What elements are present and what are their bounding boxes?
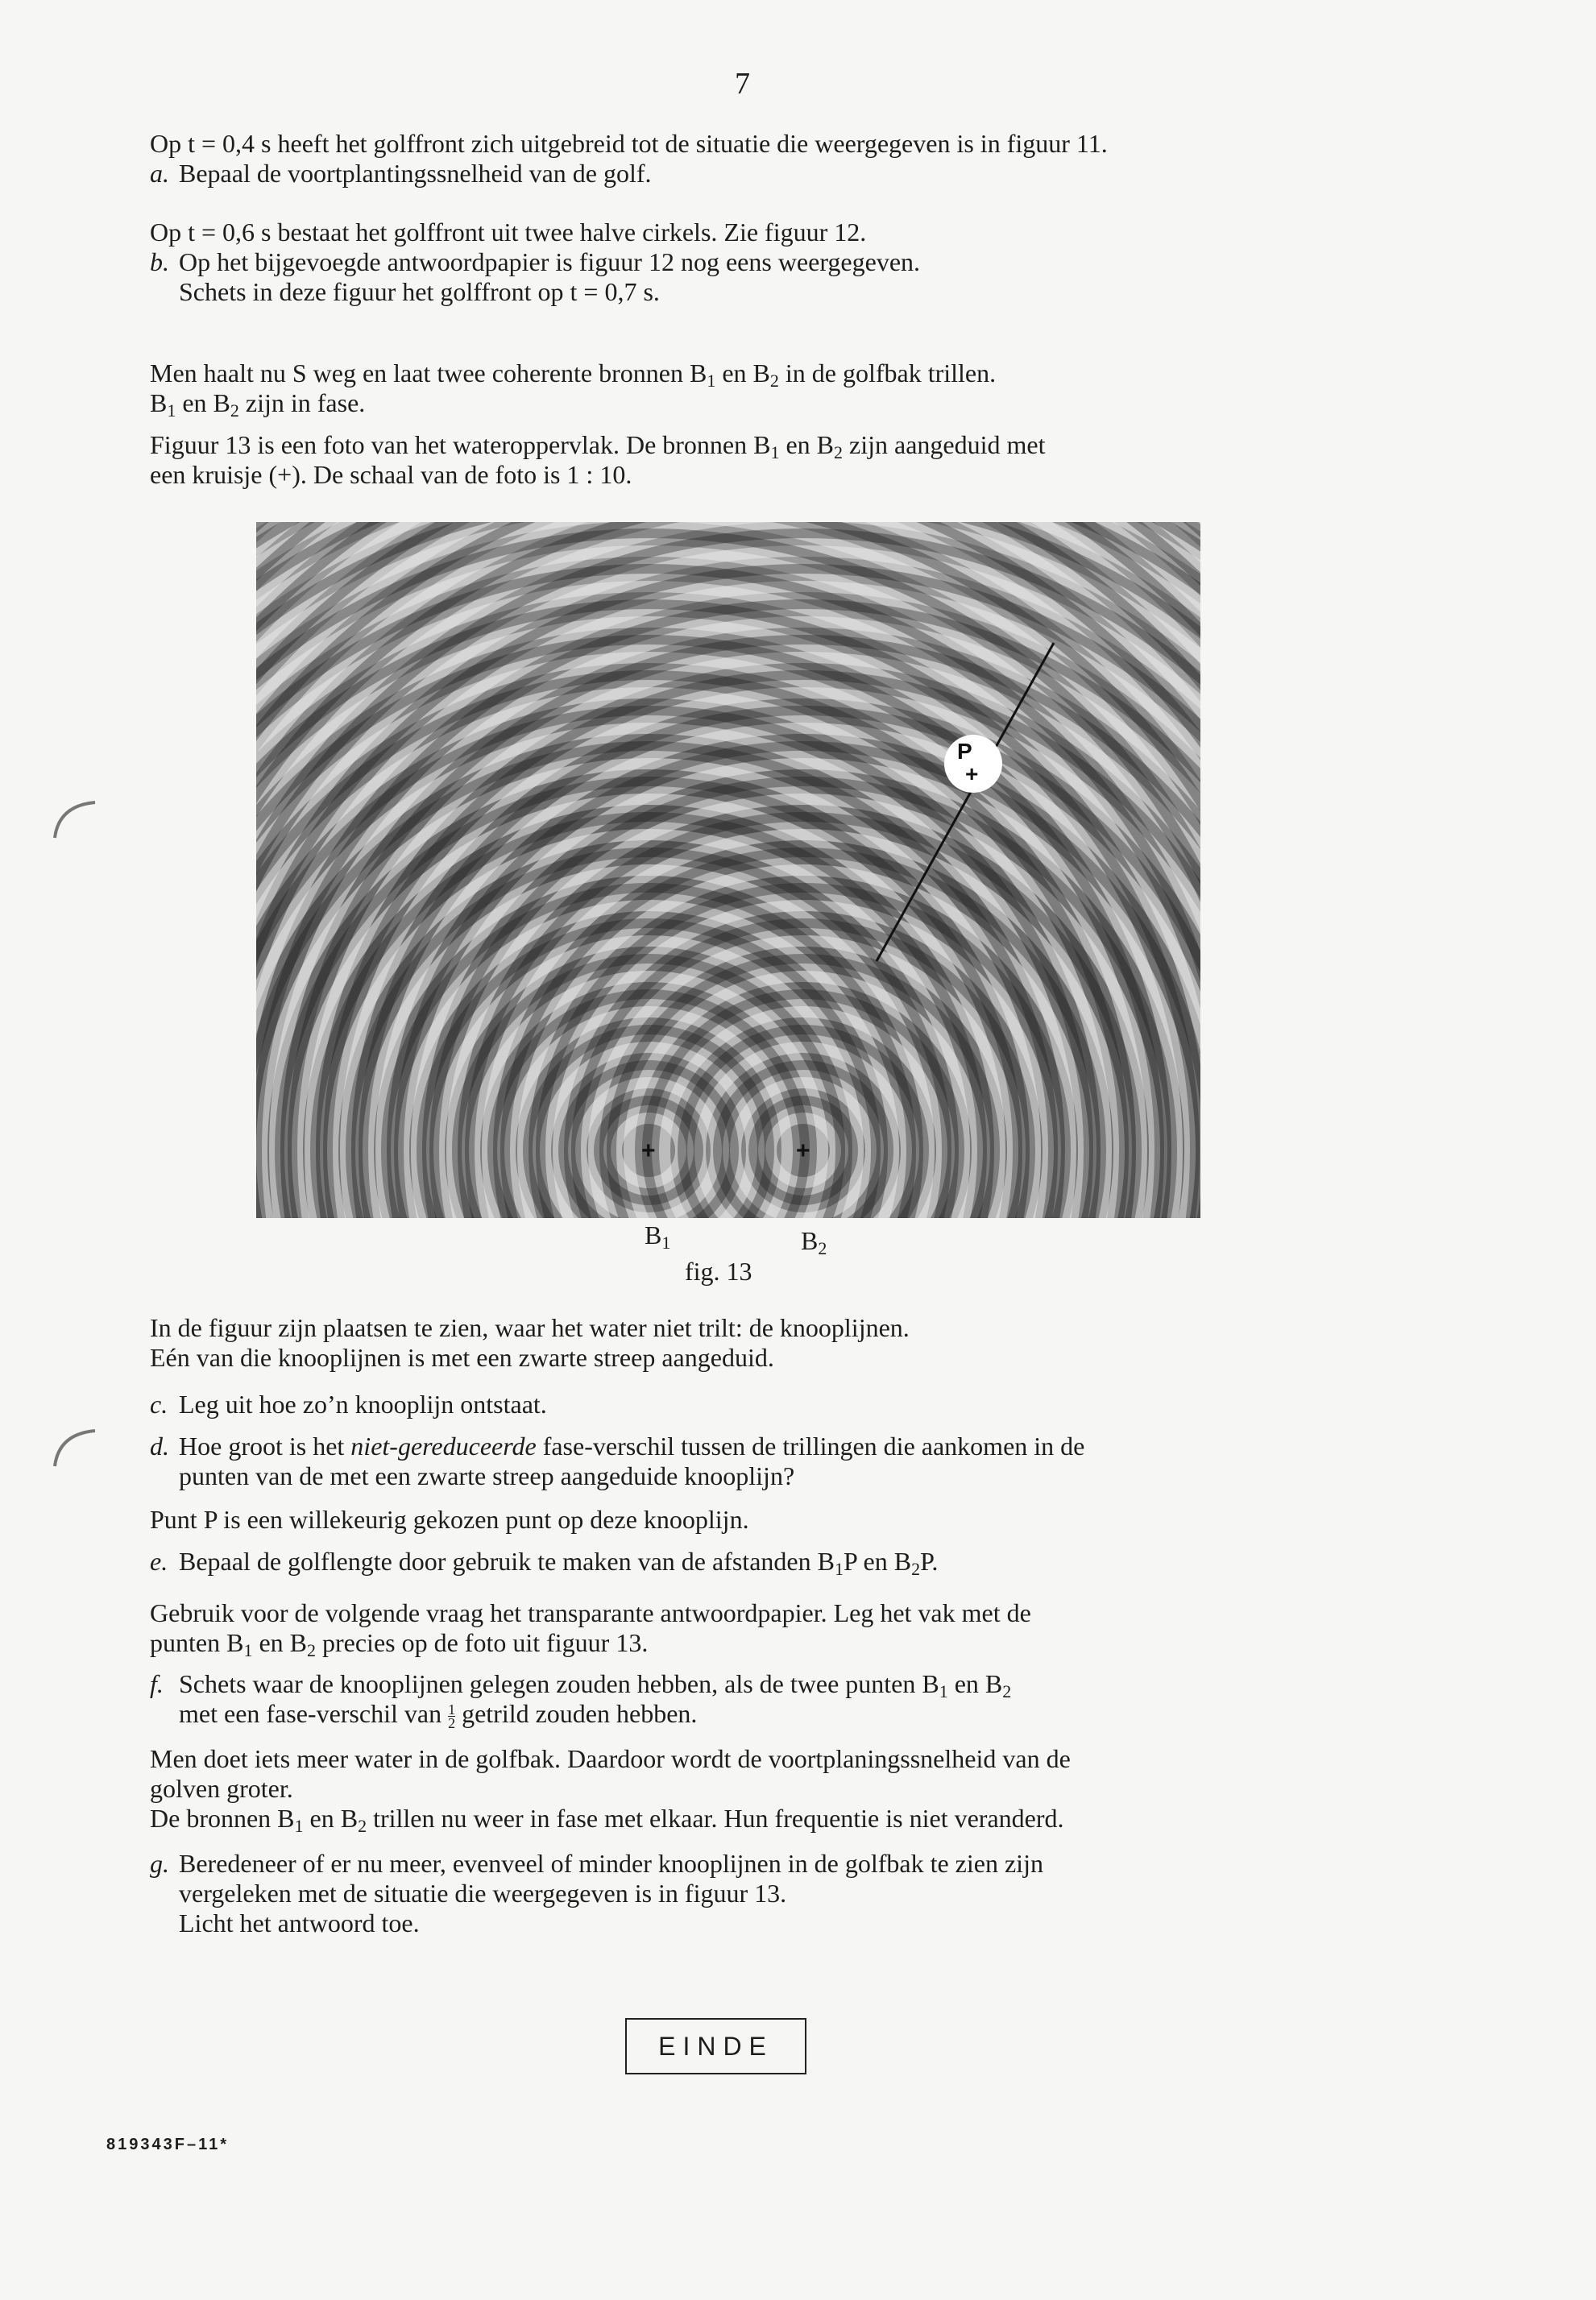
question-e-label: e. <box>150 1547 168 1576</box>
text-fragment: Bepaal de golflengte door gebruik te maken van de afstanden B <box>179 1547 835 1576</box>
para4-line2: een kruisje (+). De schaal van de foto is 1 : 10. <box>150 460 632 489</box>
question-f <box>150 1669 1358 1730</box>
paragraph-1 <box>150 129 1358 189</box>
text-fragment: getrild zouden hebben. <box>455 1699 698 1728</box>
figure-caption: fig. 13 <box>685 1257 752 1286</box>
cross-mark: + <box>965 761 979 786</box>
question-g <box>150 1849 1358 1938</box>
text-fragment: in de golfbak trillen. <box>778 358 997 387</box>
text-fragment: en B <box>303 1804 359 1833</box>
text-fragment: zijn aangeduid met <box>843 430 1046 459</box>
text-fragment: en B <box>779 430 835 459</box>
subscript: 1 <box>243 1640 253 1660</box>
question-d-label: d. <box>150 1432 169 1461</box>
subscript: 2 <box>1002 1681 1012 1701</box>
paragraph-7 <box>150 1598 1358 1658</box>
paragraph-6: Punt P is een willekeurig gekozen punt op deze knooplijn. <box>150 1505 749 1534</box>
para7-line1: Gebruik voor de volgende vraag het transparante antwoordpapier. Leg het vak met de <box>150 1598 1031 1627</box>
para5-line1: In de figuur zijn plaatsen te zien, waar het water niet trilt: de knooplijnen. <box>150 1313 910 1342</box>
question-e <box>150 1547 1358 1577</box>
subscript: 2 <box>306 1640 316 1660</box>
question-b-label: b. <box>150 247 169 276</box>
question-a-label: a. <box>150 159 169 188</box>
question-b-line1: Op het bijgevoegde antwoordpapier is figuur 12 nog eens weergegeven. <box>179 247 921 276</box>
text-fragment: en B <box>947 1669 1003 1698</box>
text-fragment: en B <box>715 358 770 387</box>
subscript: 1 <box>834 1559 844 1579</box>
emphasis: niet-gereduceerde <box>350 1432 537 1461</box>
text-fragment: zijn in fase. <box>238 388 366 417</box>
label-b1: $B_1$ <box>645 1220 671 1253</box>
subscript: 1 <box>707 371 716 391</box>
text-fragment: P en B <box>843 1547 912 1576</box>
einde-box: EINDE <box>625 2018 806 2074</box>
binder-mark <box>47 1426 103 1474</box>
text-fragment: en B <box>252 1628 307 1657</box>
wave-interference-image <box>256 522 1200 1218</box>
question-g-line1: Beredeneer of er nu meer, evenveel of minder knooplijnen in de golfbak te zien zijn <box>179 1849 1043 1878</box>
text-fragment: B <box>150 388 168 417</box>
para2-line: Op t = 0,6 s bestaat het golffront uit twee halve cirkels. Zie figuur 12. <box>150 218 867 247</box>
question-d <box>150 1432 1358 1491</box>
paragraph-8 <box>150 1744 1358 1834</box>
text-fragment: Schets waar de knooplijnen gelegen zouden hebben, als de twee punten B <box>179 1669 939 1698</box>
paragraph-3 <box>150 358 1358 421</box>
para8-line1: Men doet iets meer water in de golfbak. Daardoor wordt de voortplaningssnelheid van de <box>150 1744 1071 1773</box>
question-f-label: f. <box>150 1669 164 1698</box>
subscript: 1 <box>294 1816 304 1836</box>
question-a-text: Bepaal de voortplantingssnelheid van de golf. <box>179 159 652 188</box>
subscript: 1 <box>939 1681 948 1701</box>
source-b1-cross: + <box>641 1138 656 1164</box>
footer-code: 819343F–11* <box>106 2136 230 2153</box>
subscript: 2 <box>769 371 779 391</box>
text-fragment: P. <box>920 1547 939 1576</box>
text-fragment: trillen nu weer in fase met elkaar. Hun frequentie is niet veranderd. <box>367 1804 1064 1833</box>
question-b-line2: Schets in deze figuur het golffront op t = 0,7 s. <box>179 277 660 306</box>
question-c-label: c. <box>150 1390 168 1419</box>
text-fragment: punten B <box>150 1628 244 1657</box>
label-b2: $B_2$ <box>801 1226 827 1258</box>
text-fragment: met een fase-verschil van <box>179 1699 449 1728</box>
para8-line2: golven groter. <box>150 1774 293 1803</box>
fraction-half: $\frac{1}{2}$ <box>448 1701 456 1732</box>
question-c-text: Leg uit hoe zo’n knooplijn ontstaat. <box>179 1390 547 1419</box>
text-fragment: De bronnen B <box>150 1804 295 1833</box>
interference-photo <box>256 522 1200 1218</box>
text-fragment: en B <box>176 388 230 417</box>
text-fragment: Hoe groot is het <box>179 1432 351 1461</box>
paragraph-5 <box>150 1313 1358 1373</box>
page-number: 7 <box>735 67 750 101</box>
subscript: 1 <box>770 442 780 462</box>
binder-mark <box>47 798 103 846</box>
text-fragment: precies op de foto uit figuur 13. <box>315 1628 649 1657</box>
paragraph-4 <box>150 430 1358 490</box>
subscript: 2 <box>358 1816 367 1836</box>
subscript: 2 <box>834 442 844 462</box>
para5-line2: Eén van die knooplijnen is met een zwarte streep aangeduid. <box>150 1343 774 1372</box>
subscript: 2 <box>230 400 239 421</box>
subscript: 1 <box>167 400 176 421</box>
subscript: 2 <box>911 1559 921 1579</box>
question-g-label: g. <box>150 1849 169 1878</box>
text-fragment: Men haalt nu S weg en laat twee coherente bronnen B <box>150 358 707 387</box>
para1-line: Op t = 0,4 s heeft het golffront zich uitgebreid tot de situatie die weergegeven is in figuur 11. <box>150 129 1108 158</box>
question-d-line2: punten van de met een zwarte streep aangeduide knooplijn? <box>179 1461 795 1490</box>
question-g-line3: Licht het antwoord toe. <box>179 1908 420 1937</box>
question-g-line2: vergeleken met de situatie die weergegeven is in figuur 13. <box>179 1879 787 1908</box>
text-fragment: Figuur 13 is een foto van het wateroppervlak. De bronnen B <box>150 430 771 459</box>
question-c <box>150 1390 1358 1419</box>
text-fragment: fase-verschil tussen de trillingen die aankomen in de <box>536 1432 1085 1461</box>
paragraph-2 <box>150 218 1358 307</box>
point-p-label: P <box>957 739 972 764</box>
source-b2-cross: + <box>796 1138 810 1164</box>
